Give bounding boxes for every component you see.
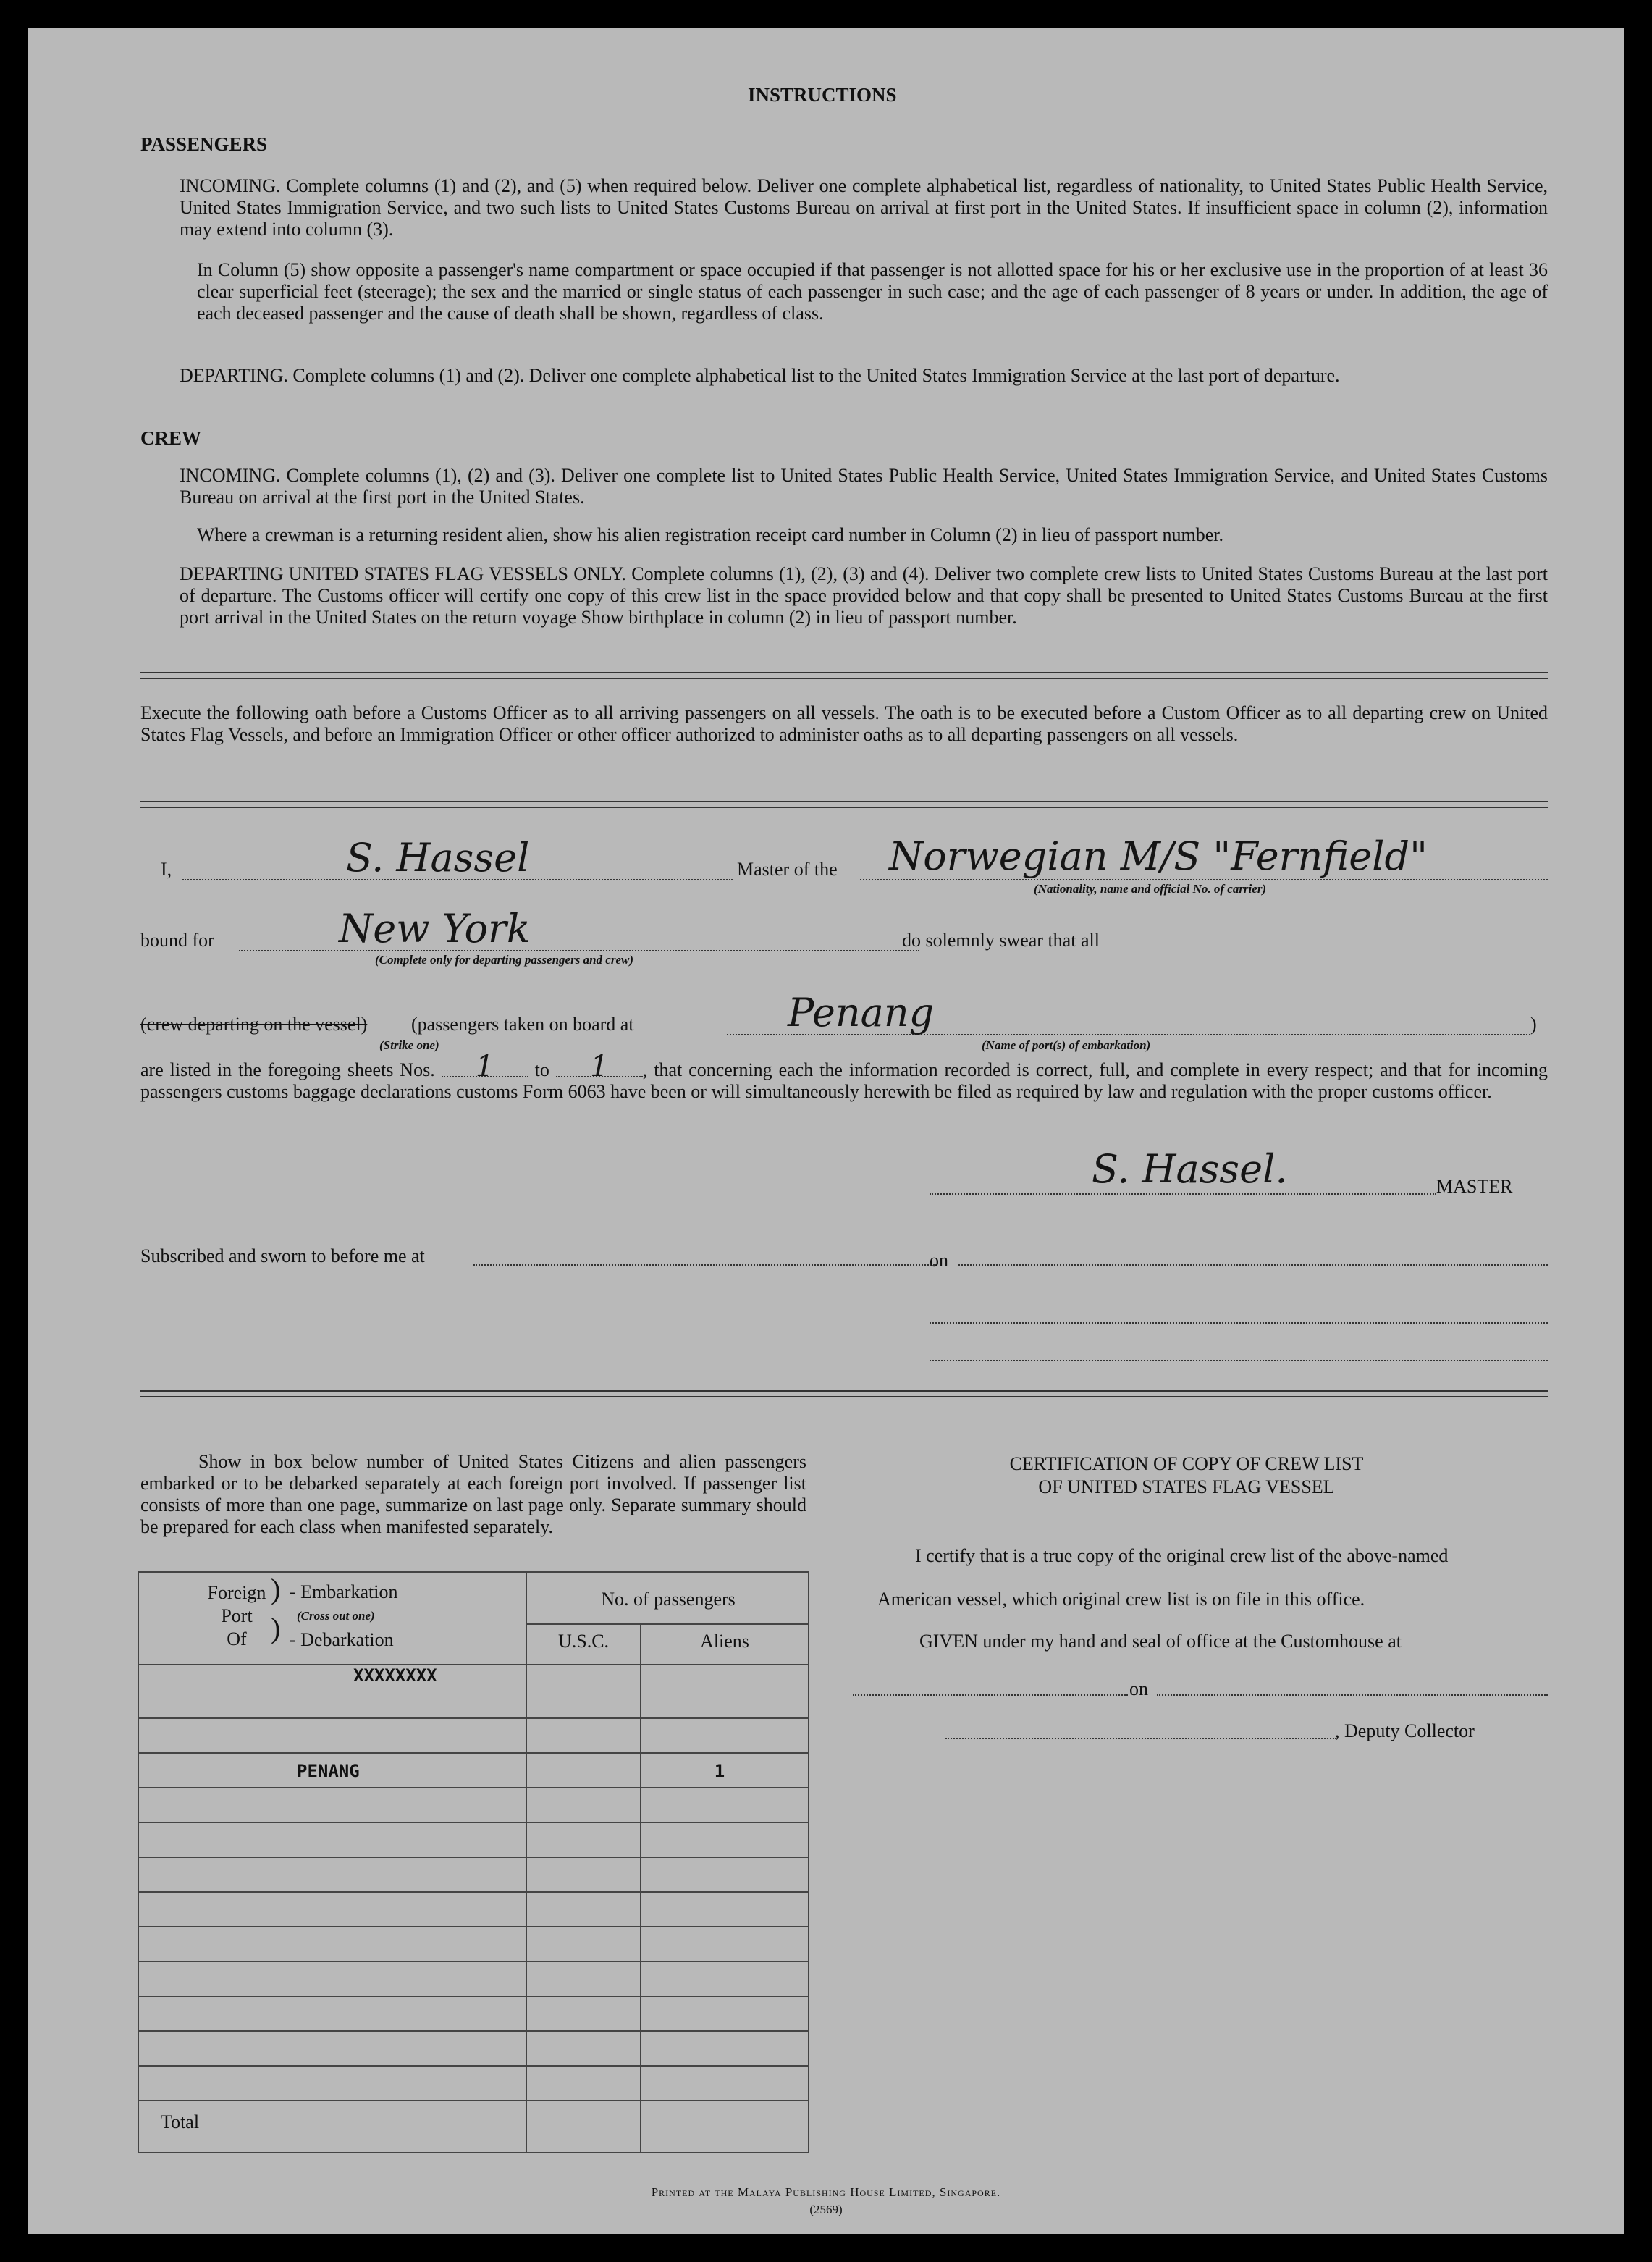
- sheets-label: are listed in the foregoing sheets Nos.: [140, 1059, 435, 1080]
- master-label: MASTER: [1436, 1176, 1513, 1197]
- certification-title-line1: CERTIFICATION OF COPY OF CREW LIST: [1009, 1453, 1364, 1474]
- embarkation-crossed-out: XXXXXXXX: [353, 1665, 437, 1686]
- bound-for-label: bound for: [140, 930, 214, 951]
- port-note: (Name of port(s) of embarkation): [982, 1038, 1151, 1052]
- form-code: (2569): [809, 2203, 843, 2216]
- sheet-from-handwriting: 1: [442, 1057, 528, 1077]
- summary-row-aliens: 1: [714, 1761, 725, 1781]
- certification-title: [879, 1452, 1494, 1499]
- bound-for-note: (Complete only for departing passengers and crew): [375, 953, 633, 967]
- passengers-departing-text: DEPARTING. Complete columns (1) and (2). Deliver one complete alphabetical list to the United States Immigration Service at the last port of departure.: [180, 365, 1340, 386]
- cert-on-label: on: [1129, 1678, 1148, 1699]
- col-usc: U.S.C.: [557, 1631, 610, 1652]
- table-row-rule: [138, 1857, 808, 1858]
- destination-handwriting: New York: [339, 906, 531, 951]
- customhouse-field[interactable]: [853, 1694, 1128, 1696]
- to-label: to: [534, 1059, 549, 1080]
- oath-i-label: I,: [161, 859, 172, 880]
- subscribed-date-field[interactable]: [958, 1264, 1548, 1266]
- col-brace: ): [271, 1573, 281, 1605]
- signature-handwriting: S. Hassel.: [1092, 1146, 1288, 1192]
- col-embarkation: - Embarkation: [290, 1581, 398, 1602]
- table-row-rule: [138, 1787, 808, 1788]
- col-brace: ): [271, 1612, 281, 1644]
- page-title: INSTRUCTIONS: [748, 84, 897, 106]
- table-row-rule: [138, 1891, 808, 1893]
- section-divider: [140, 1390, 1548, 1397]
- sheets-paragraph: [140, 1050, 1548, 1103]
- table-row-rule: [138, 1717, 808, 1719]
- subscribed-place-field[interactable]: [473, 1264, 937, 1266]
- officer-title-field[interactable]: [930, 1360, 1548, 1361]
- section-divider: [140, 672, 1548, 679]
- passengers-incoming-text: INCOMING. Complete columns (1) and (2), and (5) when required below. Deliver one complete alphabetical list, regardless of nationality, to United States Public Health Service, United States Immigration Service, and two such lists to United States Customs Bureau on arrival at first port in the United States. If insufficient space in column (2), information may extend into column (3).: [180, 175, 1548, 240]
- deputy-collector-label: , Deputy Collector: [1335, 1720, 1475, 1741]
- sheets-tail: , that concerning each the information recorded is correct, full, and complete in every respect; and that for incoming passengers customs baggage declarations customs Form 6063 have been or will simultaneously herewith be filed as required by law and regulation with the proper customs officer.: [140, 1059, 1548, 1102]
- passengers-taken-label: (passengers taken on board at: [411, 1014, 634, 1035]
- crew-returning-alien-text: Where a crewman is a returning resident alien, show his alien registration receipt card number in Column (2) in lieu of passport number.: [197, 524, 1224, 545]
- table-row-rule: [138, 1926, 808, 1927]
- passengers-heading: PASSENGERS: [140, 133, 268, 155]
- crew-departing-text: DEPARTING UNITED STATES FLAG VESSELS ONLY. Complete columns (1), (2), (3) and (4). Deliver two complete crew lists to United States Customs Bureau at the last port of departure. The Customs officer will certify one copy of this crew list in the space provided below and that copy shall be presented to United States Customs Bureau at the first port arrival in the United States on the return voyage Show birthplace in column (2) in lieu of passport number.: [180, 563, 1548, 628]
- master-name-handwriting: S. Hassel: [346, 835, 530, 880]
- table-row-rule: [138, 2030, 808, 2032]
- section-divider: [140, 801, 1548, 808]
- col-aliens: Aliens: [700, 1631, 749, 1652]
- on-label: on: [930, 1250, 948, 1271]
- table-header-rule: [138, 1664, 808, 1665]
- summary-row-port: PENANG: [297, 1761, 360, 1781]
- deputy-signature-field[interactable]: [945, 1738, 1336, 1739]
- table-row-rule: [138, 2065, 808, 2067]
- american-vessel-text: American vessel, which original crew list is on file in this office.: [877, 1589, 1365, 1610]
- certify-text: I certify that is a true copy of the original crew list of the above-named: [915, 1545, 1449, 1566]
- crew-departing-struck: (crew departing on the vessel): [140, 1014, 368, 1035]
- table-row-rule: [138, 1996, 808, 1997]
- given-text: GIVEN under my hand and seal of office at the Customhouse at: [919, 1631, 1402, 1652]
- table-total-rule: [138, 2100, 808, 2101]
- passengers-column5-text: In Column (5) show opposite a passenger's name compartment or space occupied if that passenger is not allotted space for his or her exclusive use in the proportion of at least 36 clear superficial feet (steerage); the sex and the married or single status of each passenger in such case; and the age of each passenger of 8 years or under. In addition, the age of each deceased passenger and the cause of death shall be shown, regardless of class.: [197, 259, 1548, 324]
- vessel-field[interactable]: [860, 879, 1548, 880]
- col-no-passengers: No. of passengers: [601, 1589, 736, 1610]
- officer-signature-field[interactable]: [930, 1322, 1548, 1324]
- table-divider: [640, 1623, 641, 2153]
- summary-intro-text: Show in box below number of United States Citizens and alien passengers embarked or to be debarked separately at each foreign port involved. If passenger list consists of more than one page, summarize on last page only. Separate summary should be prepared for each class when manifested separately.: [140, 1451, 806, 1537]
- vessel-handwriting: Norwegian M/S "Fernfield": [889, 833, 1428, 879]
- vessel-note: (Nationality, name and official No. of carrier): [1034, 882, 1267, 896]
- oath-intro-text: Execute the following oath before a Customs Officer as to all arriving passengers on all vessels. The oath is to be executed before a Custom Officer as to all departing crew on United States Flag Vessels, and before an Immigration Officer or other officer authorized to administer oaths as to all departing passengers on all vessels.: [140, 702, 1548, 745]
- close-paren: ): [1530, 1014, 1537, 1035]
- swear-label: do solemnly swear that all: [902, 930, 1100, 951]
- strike-one-note: (Strike one): [379, 1038, 439, 1052]
- crew-heading: CREW: [140, 427, 202, 449]
- col-debarkation: - Debarkation: [290, 1629, 394, 1650]
- table-row-rule: [138, 1961, 808, 1962]
- table-total-label: Total: [161, 2111, 200, 2132]
- table-row-rule: [138, 1752, 808, 1754]
- cert-date-field[interactable]: [1157, 1694, 1548, 1696]
- subscribed-label: Subscribed and sworn to before me at: [140, 1245, 425, 1266]
- signature-field[interactable]: [930, 1193, 1436, 1195]
- certification-title-line2: OF UNITED STATES FLAG VESSEL: [1038, 1476, 1335, 1497]
- document-page: [28, 28, 1624, 2234]
- table-divider: [526, 1623, 808, 1625]
- crew-incoming-text: INCOMING. Complete columns (1), (2) and (3). Deliver one complete list to United States Public Health Service, United States Immigration Service, and United States Customs Bureau on arrival at the first port in the United States.: [180, 465, 1548, 508]
- sheet-to-handwriting: 1: [556, 1057, 643, 1077]
- port-handwriting: Penang: [788, 990, 935, 1035]
- col-cross-out-note: (Cross out one): [297, 1609, 375, 1623]
- master-of-label: Master of the: [737, 859, 838, 880]
- table-row-rule: [138, 1822, 808, 1823]
- col-foreign-port: Foreign Port Of: [207, 1582, 266, 1649]
- printer-imprint: Printed at the Malaya Publishing House Limited, Singapore.: [651, 2185, 1001, 2199]
